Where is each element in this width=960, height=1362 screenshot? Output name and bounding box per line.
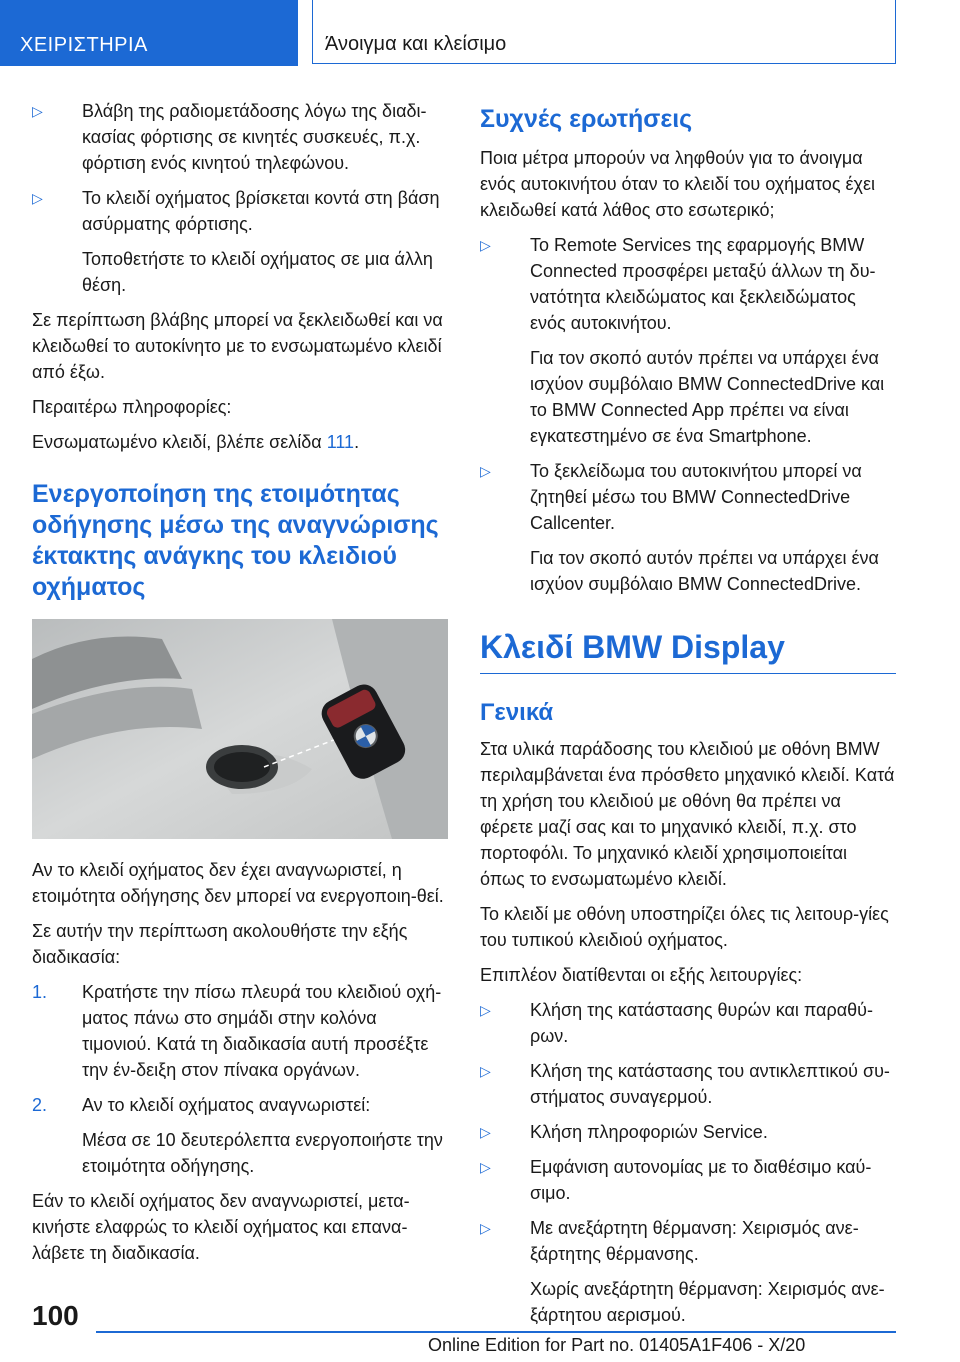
list-item-detail: Τοποθετήστε το κλειδί οχήματος σε μια άλλη θέση. (82, 249, 433, 295)
list-item: ▷ Το ξεκλείδωμα του αυτοκινήτου μπορεί να ζητηθεί μέσω του BMW ConnectedDrive Callcenter. (480, 458, 896, 536)
step-item: 1. Κρατήστε την πίσω πλευρά του κλειδιού οχή-ματος πάνω στο σημάδι στην κολόνα τιμονιού. Κατά τη διαδικασία αυτή προσέξτε την έν-δειξη στον πίνακα οργάνων. (32, 979, 448, 1083)
list-item-detail: Για τον σκοπό αυτόν πρέπει να υπάρχει ένα ισχύον συμβόλαιο BMW ConnectedDrive. (530, 548, 879, 594)
subsection-heading: Γενικά (480, 699, 554, 726)
chapter-heading: Κλειδί BMW Display (480, 629, 785, 665)
edition-note: Online Edition for Part no. 01405A1F406 - X/20 (428, 1335, 806, 1355)
steering-column-key-photo (32, 619, 448, 839)
list-item: ▷ Εμφάνιση αυτονομίας με το διαθέσιμο καύ-σιμο. (480, 1154, 896, 1206)
step-item: 2. Αν το κλειδί οχήματος αναγνωριστεί: (32, 1092, 448, 1118)
faq-question: Ποια μέτρα μπορούν να ληφθούν για το άνοιγμα ενός αυτοκινήτου όταν το κλειδί του οχήματος έχει κλειδωθεί κατά λάθος στο εσωτερικό; (480, 148, 875, 220)
step-number: 2. (32, 1095, 48, 1115)
bullet-triangle-icon: ▷ (480, 1124, 491, 1140)
list-item: ▷ Βλάβη της ραδιομετάδοσης λόγω της διαδι-κασίας φόρτισης σε κινητές συσκευές, π.χ. φόρτιση ενός κινητού τηλεφώνου. (32, 98, 448, 176)
list-item: ▷ Το Remote Services της εφαρμογής BMW Connected προσφέρει μεταξύ άλλων τη δυ-νατότητα κλειδώματος και ξεκλειδώματος ενός αυτοκινήτου. (480, 232, 896, 336)
header-section-tab (0, 0, 298, 66)
list-item: ▷ Με ανεξάρτητη θέρμανση: Χειρισμός ανε-ξάρτητης θέρμανσης. (480, 1215, 896, 1267)
body-paragraph: Στα υλικά παράδοσης του κλειδιού με οθόνη BMW περιλαμβάνεται ένα πρόσθετο μηχανικό κλειδί. Κατά τη χρήση του κλειδιού με οθόνη θα πρέπει να φέρετε μαζί σας και το μηχανικό κλειδί, π.χ. στο πορτοφόλι. Το μηχανικό κλειδί χρησιμοποιείται όπως το ενσωματωμένο κλειδί. (480, 739, 895, 889)
bullet-triangle-icon: ▷ (480, 1220, 491, 1236)
section-heading: Ενεργοποίηση της ετοιμότητας οδήγησης μέσω της αναγνώρισης έκτακτης ανάγκης του κλειδιού οχήματος (32, 480, 439, 601)
section-heading: Συχνές ερωτήσεις (480, 105, 693, 133)
step-detail: Μέσα σε 10 δευτερόλεπτα ενεργοποιήστε την ετοιμότητα οδήγησης. (82, 1130, 443, 1176)
list-item: ▷ Κλήση πληροφοριών Service. (480, 1119, 896, 1145)
list-item: ▷ Το κλειδί οχήματος βρίσκεται κοντά στη βάση ασύρματης φόρτισης. (32, 185, 448, 237)
bullet-triangle-icon: ▷ (32, 103, 43, 119)
bullet-triangle-icon: ▷ (480, 1002, 491, 1018)
bullet-triangle-icon: ▷ (480, 1159, 491, 1175)
list-item-detail: Για τον σκοπό αυτόν πρέπει να υπάρχει ένα ισχύον συμβόλαιο BMW ConnectedDrive και το BMW Connected App πρέπει να είναι εγκατεστημένο σε ένα Smartphone. (530, 348, 885, 446)
page-number: 100 (32, 1300, 79, 1331)
list-item-detail: Χωρίς ανεξάρτητη θέρμανση: Χειρισμός ανε-ξάρτητου αερισμού. (530, 1279, 885, 1325)
page-link[interactable]: 111 (326, 432, 355, 452)
bullet-triangle-icon: ▷ (480, 237, 491, 253)
header-chapter-box (312, 0, 896, 64)
body-paragraph: Εάν το κλειδί οχήματος δεν αναγνωριστεί, μετα-κινήστε ελαφρώς το κλειδί οχήματος και επανα-λάβετε τη διαδικασία. (32, 1191, 410, 1263)
left-column (32, 98, 448, 1275)
bullet-triangle-icon: ▷ (32, 190, 43, 206)
bullet-triangle-icon: ▷ (480, 1063, 491, 1079)
cross-reference: Ενσωματωμένο κλειδί, βλέπε σελίδα 111. (32, 432, 360, 452)
body-paragraph: Σε περίπτωση βλάβης μπορεί να ξεκλειδωθεί και να κλειδωθεί το αυτοκίνητο με το ενσωματωμένο κλειδί από έξω. (32, 310, 443, 382)
body-paragraph: Περαιτέρω πληροφορίες: (32, 397, 232, 417)
key-photo-illustration (32, 619, 448, 839)
body-paragraph: Σε αυτήν την περίπτωση ακολουθήστε την εξής διαδικασία: (32, 921, 408, 967)
right-column (480, 98, 896, 1337)
list-item: ▷ Κλήση της κατάστασης του αντικλεπτικού συ-στήματος συναγερμού. (480, 1058, 896, 1110)
step-number: 1. (32, 982, 48, 1002)
footer-divider (96, 1331, 896, 1333)
header-section-title: ΧΕΙΡΙΣΤΗΡΙΑ (20, 34, 148, 56)
body-paragraph: Επιπλέον διατίθενται οι εξής λειτουργίες: (480, 965, 803, 985)
body-paragraph: Το κλειδί με οθόνη υποστηρίζει όλες τις λειτουρ-γίες του τυπικού κλειδιού οχήματος. (480, 904, 889, 950)
chapter-heading-block (480, 627, 896, 674)
body-paragraph: Αν το κλειδί οχήματος δεν έχει αναγνωριστεί, η ετοιμότητα οδήγησης δεν μπορεί να ενεργοποιη-θεί. (32, 860, 444, 906)
bullet-triangle-icon: ▷ (480, 463, 491, 479)
header-chapter-title: Άνοιγμα και κλείσιμο (325, 33, 507, 55)
list-item: ▷ Κλήση της κατάστασης θυρών και παραθύ-ρων. (480, 997, 896, 1049)
